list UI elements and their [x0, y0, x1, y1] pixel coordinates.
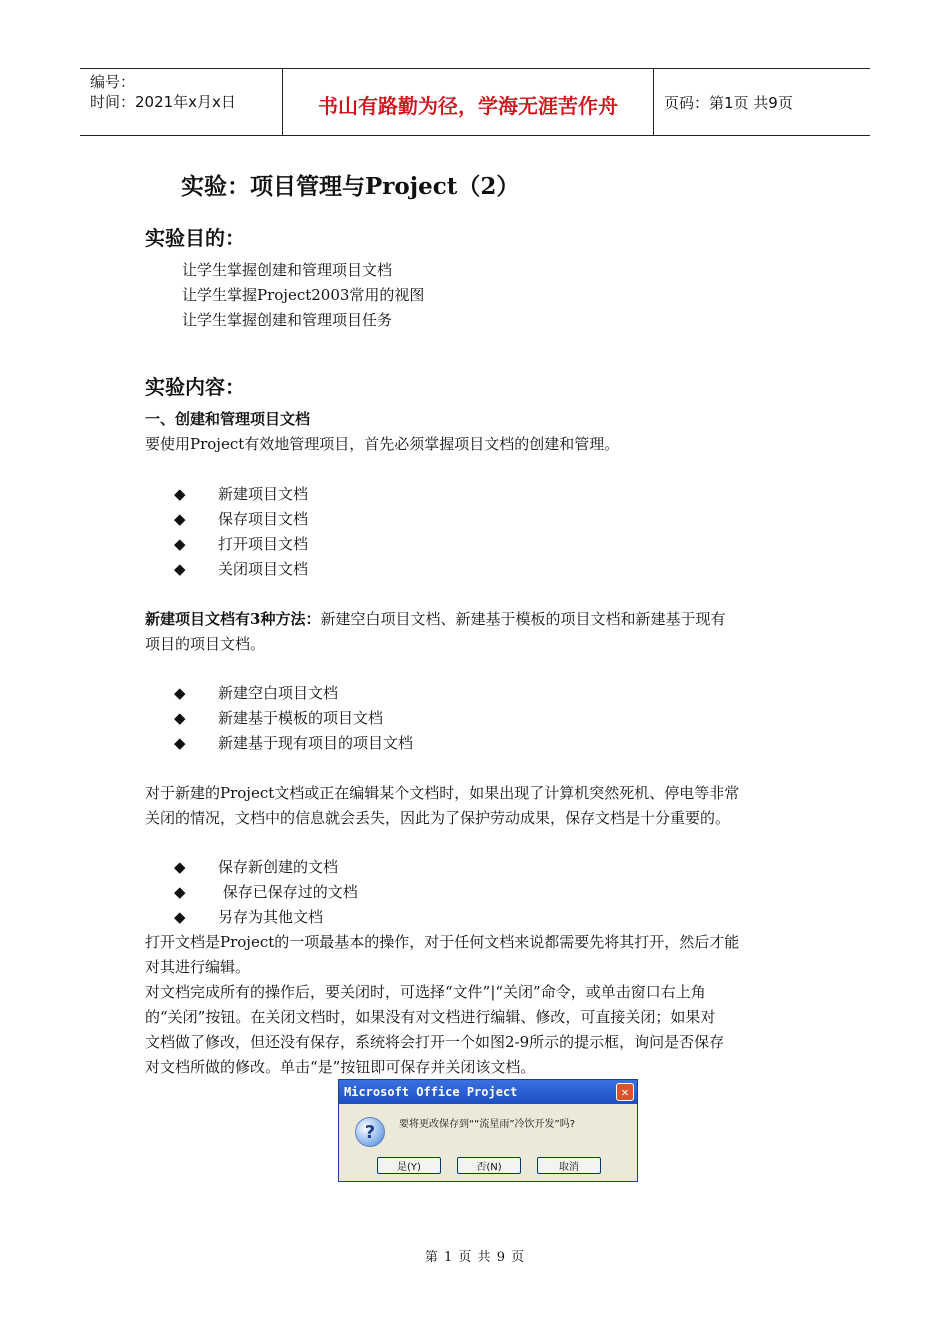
diamond-bullet-icon: ◆: [174, 883, 186, 901]
diamond-bullet-icon: ◆: [174, 734, 186, 752]
save-paragraph-line: 对于新建的Project文档或正在编辑某个文档时，如果出现了计算机突然死机、停电等非常: [145, 784, 740, 802]
save-prompt-dialog: [338, 1079, 638, 1182]
diamond-bullet-icon: ◆: [174, 535, 186, 553]
diamond-bullet-icon: ◆: [174, 560, 186, 578]
diamond-bullet-icon: ◆: [174, 858, 186, 876]
no-button[interactable]: 否(N): [457, 1157, 521, 1174]
close-paragraph-line: 对文档所做的修改。单击“是”按钮即可保存并关闭该文档。: [145, 1058, 536, 1076]
list-item: ◆ 新建基于现有项目的项目文档: [174, 731, 413, 756]
diamond-bullet-icon: ◆: [174, 709, 186, 727]
close-paragraph-line: 的“关闭”按钮。在关闭文档时，如果没有对文档进行编辑、修改，可直接关闭；如果对: [145, 1008, 716, 1026]
diamond-bullet-icon: ◆: [174, 510, 186, 528]
cancel-button[interactable]: 取消: [537, 1157, 601, 1174]
yes-button[interactable]: 是(Y): [377, 1157, 441, 1174]
page-footer: 第 1 页 共 9 页: [424, 1250, 526, 1265]
close-paragraph-line: 文档做了修改，但还没有保存，系统将会打开一个如图2-9所示的提示框，询问是否保存: [145, 1033, 725, 1051]
header-date: 时间：2021年x月x日: [90, 93, 236, 111]
methods-paragraph: 新建项目文档有3种方法：新建空白项目文档、新建基于模板的项目文档和新建基于现有: [145, 610, 726, 628]
list-item: ◆ 新建空白项目文档: [174, 681, 338, 706]
purpose-item: 让学生掌握创建和管理项目文档: [182, 261, 393, 279]
close-icon[interactable]: ✕: [616, 1083, 634, 1101]
purpose-item: 让学生掌握Project2003常用的视图: [182, 286, 425, 304]
dialog-titlebar: [339, 1080, 637, 1104]
list-item: ◆ 新建项目文档: [174, 482, 308, 507]
document-title: 实验：项目管理与Project（2）: [181, 173, 520, 200]
question-icon: ?: [355, 1117, 385, 1147]
dialog-message: 要将更改保存到““流星雨”冷饮开发”吗?: [399, 1119, 576, 1130]
header-number: 编号：: [90, 73, 136, 91]
page-header: [80, 68, 870, 136]
list-item: ◆ 保存已保存过的文档: [174, 880, 358, 905]
list-item: ◆ 保存新创建的文档: [174, 855, 338, 880]
purpose-item: 让学生掌握创建和管理项目任务: [182, 311, 393, 329]
list-item: ◆ 新建基于模板的项目文档: [174, 706, 383, 731]
diamond-bullet-icon: ◆: [174, 908, 186, 926]
close-paragraph-line: 对文档完成所有的操作后，要关闭时，可选择“文件”|“关闭”命令，或单击窗口右上角: [145, 983, 706, 1001]
list-item: ◆ 保存项目文档: [174, 507, 308, 532]
diamond-bullet-icon: ◆: [174, 684, 186, 702]
header-motto: 书山有路勤为径，学海无涯苦作舟: [282, 69, 654, 135]
list-item: ◆ 关闭项目文档: [174, 557, 308, 582]
diamond-bullet-icon: ◆: [174, 485, 186, 503]
section-title: 一、创建和管理项目文档: [145, 410, 311, 428]
header-page-info: 页码：第1页 共9页: [664, 93, 793, 112]
list-item: ◆ 另存为其他文档: [174, 905, 323, 930]
dialog-title: Microsoft Office Project: [344, 1085, 518, 1099]
list-item: ◆ 打开项目文档: [174, 532, 308, 557]
intro-paragraph: 要使用Project有效地管理项目，首先必须掌握项目文档的创建和管理。: [145, 435, 620, 453]
methods-paragraph-line: 项目的项目文档。: [145, 635, 266, 653]
open-paragraph-line: 打开文档是Project的一项最基本的操作，对于任何文档来说都需要先将其打开，然后才能: [145, 933, 740, 951]
header-meta: [80, 69, 282, 135]
purpose-heading: 实验目的：: [145, 226, 245, 250]
content-heading: 实验内容：: [145, 375, 245, 399]
save-paragraph-line: 关闭的情况，文档中的信息就会丢失，因此为了保护劳动成果，保存文档是十分重要的。: [145, 809, 731, 827]
open-paragraph-line: 对其进行编辑。: [145, 958, 251, 976]
